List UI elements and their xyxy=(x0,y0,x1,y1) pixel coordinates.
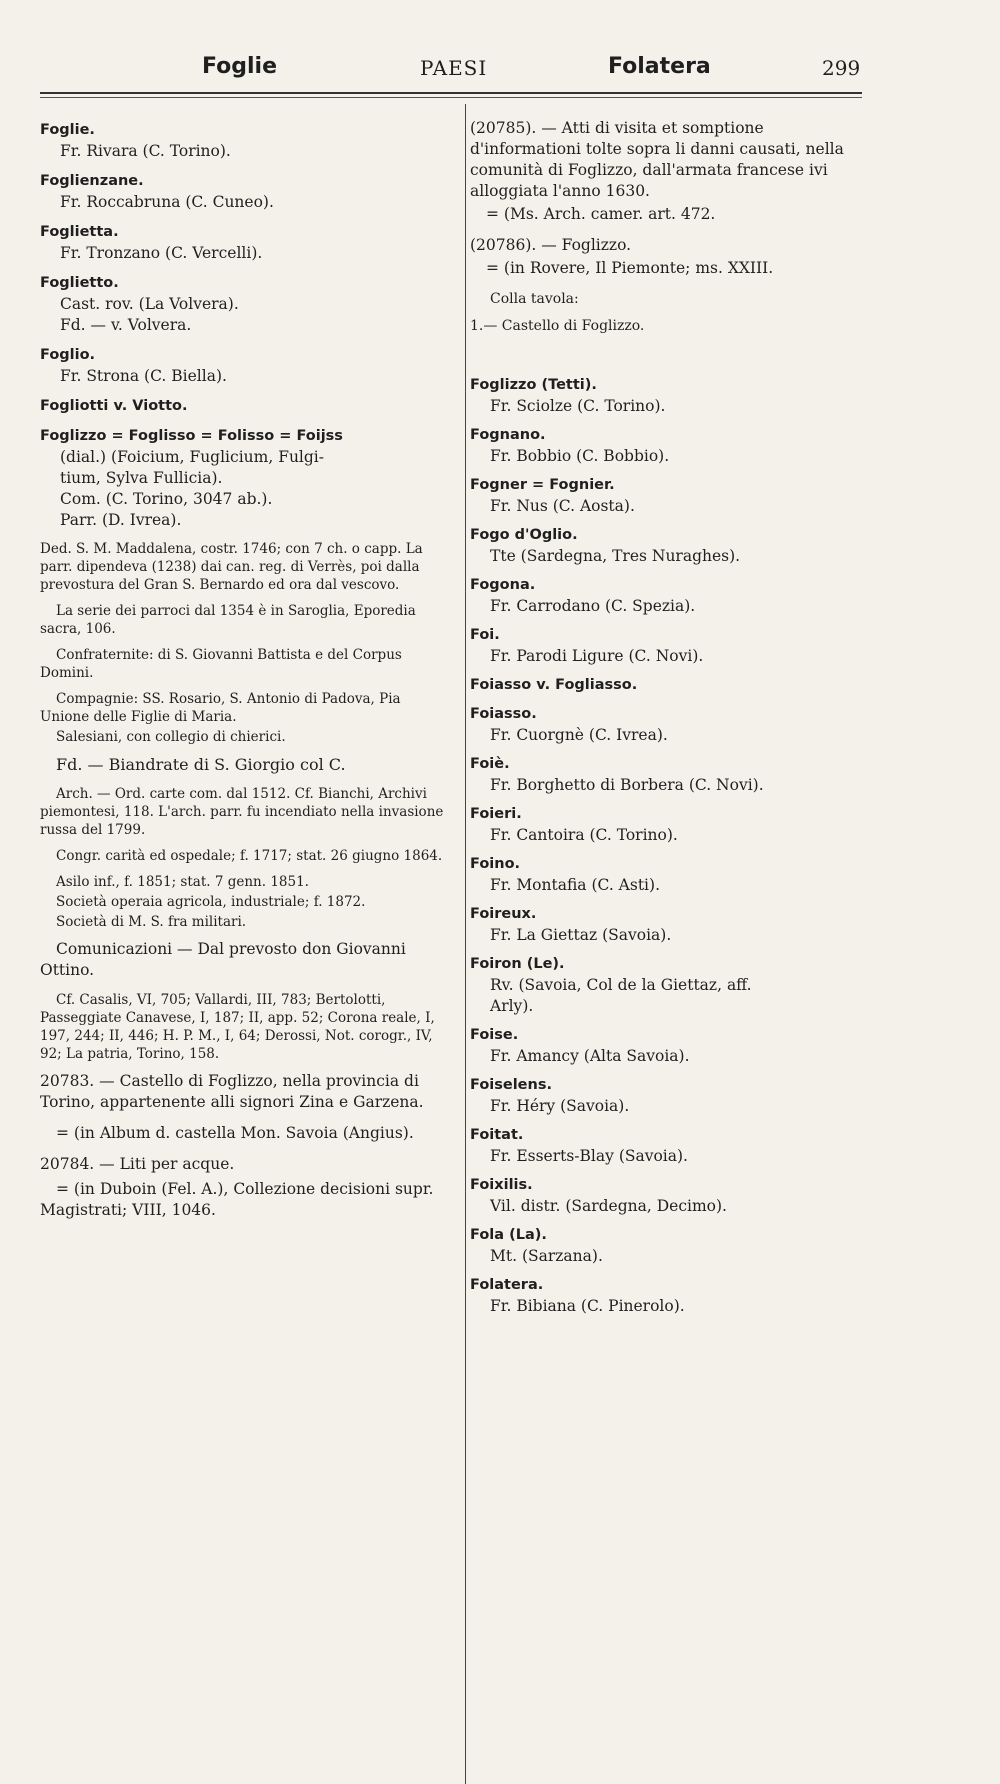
entry-headword: Foi. xyxy=(470,627,500,643)
record-20786-source: = (in Rovere, Il Piemonte; ms. XXIII. xyxy=(486,259,774,277)
entry-headword: Fogona. xyxy=(470,577,536,593)
header-section: PAESI xyxy=(420,56,488,80)
entry-line: Fr. Sciolze (C. Torino). xyxy=(490,397,666,415)
entry-line: Fr. Amancy (Alta Savoia). xyxy=(490,1047,690,1065)
gazetteer-entry xyxy=(470,1175,865,1217)
gazetteer-entry xyxy=(470,1025,865,1067)
gazetteer-entry xyxy=(470,1225,865,1267)
entry-line: Fd. — v. Volvera. xyxy=(60,316,192,334)
record-20783-source: = (in Album d. castella Mon. Savoia (Angius). xyxy=(56,1124,414,1142)
entry-line: tium, Sylva Fullicia). xyxy=(60,469,223,487)
entry-headword: Folatera. xyxy=(470,1277,544,1293)
paragraph-feudal: Fd. — Biandrate di S. Giorgio col C. xyxy=(56,755,346,774)
gazetteer-entry xyxy=(470,625,865,667)
entry-headword: Foino. xyxy=(470,856,521,872)
plates-label: Colla tavola: xyxy=(490,291,579,307)
gazetteer-entry xyxy=(470,1125,865,1167)
entry-headword: Fogner = Fognier. xyxy=(470,477,615,493)
gazetteer-entry xyxy=(470,854,865,896)
entry-headword: Foiè. xyxy=(470,756,510,772)
entry-headword: Foieri. xyxy=(470,806,522,822)
gazetteer-entry xyxy=(40,171,450,213)
entry-headword: Foiron (Le). xyxy=(470,956,565,972)
paragraph-asylum: Asilo inf., f. 1851; stat. 7 genn. 1851. xyxy=(56,874,309,890)
paragraph-confraternities: Confraternite: di S. Giovanni Battista e del Corpus Domini. xyxy=(40,647,402,681)
entry-line: Tte (Sardegna, Tres Nuraghes). xyxy=(490,547,741,565)
entry-headword: Foireux. xyxy=(470,906,537,922)
paragraph-companies: Compagnie: SS. Rosario, S. Antonio di Padova, Pia Unione delle Figlie di Maria. xyxy=(40,691,401,725)
entry-headword: Fogliotti v. Viotto. xyxy=(40,398,188,414)
gazetteer-entry xyxy=(40,222,450,264)
entry-headword: Foglienzane. xyxy=(40,173,144,189)
entry-line: Rv. (Savoia, Col de la Giettaz, aff. xyxy=(490,976,752,994)
gazetteer-entry xyxy=(40,273,450,336)
gazetteer-entry xyxy=(470,904,865,946)
entry-line: Vil. distr. (Sardegna, Decimo). xyxy=(490,1197,727,1215)
entry-line: Fr. Borghetto di Borbera (C. Novi). xyxy=(490,776,764,794)
entry-headword: Foiasso. xyxy=(470,706,537,722)
header-first-word: Foglie xyxy=(202,54,278,79)
entry-line: Mt. (Sarzana). xyxy=(490,1247,603,1265)
record-20785: (20785). — Atti di visita et somptione d'informationi tolte sopra li danni causati, nella comunità di Foglizzo, dall'armata francese ivi alloggiata l'anno 1630. xyxy=(470,119,844,200)
entry-headword: Foglietto. xyxy=(40,275,119,291)
record-20784-source: = (in Duboin (Fel. A.), Collezione decisioni supr. Magistrati; VIII, 1046. xyxy=(40,1180,434,1219)
column-divider xyxy=(465,104,466,1784)
header-rule xyxy=(40,92,862,94)
record-20785-source: = (Ms. Arch. camer. art. 472. xyxy=(486,205,716,223)
entry-headword: Foglizzo (Tetti). xyxy=(470,377,597,393)
header-rule-thin xyxy=(40,97,862,98)
entry-line: Fr. Bibiana (C. Pinerolo). xyxy=(490,1297,685,1315)
entry-headword: Foiselens. xyxy=(470,1077,552,1093)
entry-line: Fr. Héry (Savoia). xyxy=(490,1097,630,1115)
gazetteer-entry xyxy=(470,1275,865,1317)
gazetteer-entry xyxy=(470,475,865,517)
gazetteer-entry xyxy=(40,120,450,162)
gazetteer-entry xyxy=(470,754,865,796)
entry-line: Fr. Cuorgnè (C. Ivrea). xyxy=(490,726,668,744)
entry-line: Fr. Rivara (C. Torino). xyxy=(60,142,231,160)
entry-headword: Foiasso v. Fogliasso. xyxy=(470,677,638,693)
entry-line: Fr. Tronzano (C. Vercelli). xyxy=(60,244,263,262)
gazetteer-entry xyxy=(470,525,865,567)
gazetteer-entry xyxy=(470,575,865,617)
header-last-word: Folatera xyxy=(608,54,711,79)
entry-line: Parr. (D. Ivrea). xyxy=(60,511,182,529)
entry-line: Cast. rov. (La Volvera). xyxy=(60,295,239,313)
entry-line: (dial.) (Foicium, Fuglicium, Fulgi- xyxy=(60,448,324,466)
entry-headword: Foitat. xyxy=(470,1127,524,1143)
entry-line: Fr. Roccabruna (C. Cuneo). xyxy=(60,193,274,211)
entry-line: Arly). xyxy=(490,997,534,1015)
gazetteer-entry xyxy=(40,396,450,417)
gazetteer-entry xyxy=(470,1075,865,1117)
gazetteer-entry xyxy=(40,345,450,387)
entry-headword: Fola (La). xyxy=(470,1227,547,1243)
entry-line: Fr. La Giettaz (Savoia). xyxy=(490,926,672,944)
entry-headword: Foglio. xyxy=(40,347,96,363)
gazetteer-entry xyxy=(40,426,450,531)
entry-headword: Foixilis. xyxy=(470,1177,533,1193)
page-number: 299 xyxy=(822,56,861,80)
paragraph-references: Cf. Casalis, VI, 705; Vallardi, III, 783; Bertolotti, Passeggiate Canavese, I, 187; II, app. 52; Corona reale, I, 197, 244; II, 446; H. P. M., I, 64; Derossi, Not. corogr., IV, 92; La patria, Torino, 158. xyxy=(40,992,435,1062)
entry-line: Fr. Bobbio (C. Bobbio). xyxy=(490,447,670,465)
entry-line: Fr. Nus (C. Aosta). xyxy=(490,497,635,515)
entry-line: Fr. Carrodano (C. Spezia). xyxy=(490,597,696,615)
gazetteer-entry xyxy=(470,954,865,1017)
entry-line: Fr. Esserts-Blay (Savoia). xyxy=(490,1147,688,1165)
paragraph-salesians: Salesiani, con collegio di chierici. xyxy=(56,729,286,745)
record-20784: 20784. — Liti per acque. xyxy=(40,1155,235,1173)
paragraph-charity: Congr. carità ed ospedale; f. 1717; stat. 26 giugno 1864. xyxy=(56,848,443,864)
paragraph-parish-series: La serie dei parroci dal 1354 è in Saroglia, Eporedia sacra, 106. xyxy=(40,603,416,637)
paragraph-military-society: Società di M. S. fra militari. xyxy=(56,914,247,930)
gazetteer-entry xyxy=(470,675,865,696)
right-column xyxy=(470,118,865,1325)
running-header xyxy=(40,50,860,90)
record-20786: (20786). — Foglizzo. xyxy=(470,236,632,254)
gazetteer-entry xyxy=(470,804,865,846)
paragraph-archive: Arch. — Ord. carte com. dal 1512. Cf. Bianchi, Archivi piemontesi, 118. L'arch. parr. fu incendiato nella invasione russa del 1799. xyxy=(40,786,444,838)
entry-headword: Foglizzo = Foglisso = Folisso = Foijss xyxy=(40,428,343,444)
entry-headword: Fognano. xyxy=(470,427,546,443)
paragraph-communications: Comunicazioni — Dal prevosto don Giovanni Ottino. xyxy=(40,940,406,979)
entry-headword: Fogo d'Oglio. xyxy=(470,527,578,543)
gazetteer-entry xyxy=(470,704,865,746)
record-20783: 20783. — Castello di Foglizzo, nella provincia di Torino, appartenente alli signori Zina e Garzena. xyxy=(40,1072,424,1111)
entry-headword: Foglie. xyxy=(40,122,95,138)
paragraph-worker-society: Società operaia agricola, industriale; f. 1872. xyxy=(56,894,366,910)
entry-line: Fr. Strona (C. Biella). xyxy=(60,367,227,385)
gazetteer-entry xyxy=(470,375,865,417)
entry-headword: Foise. xyxy=(470,1027,519,1043)
entry-line: Fr. Montafia (C. Asti). xyxy=(490,876,660,894)
entry-headword: Foglietta. xyxy=(40,224,119,240)
entry-line: Fr. Parodi Ligure (C. Novi). xyxy=(490,647,704,665)
entry-line: Com. (C. Torino, 3047 ab.). xyxy=(60,490,273,508)
paragraph-dedication: Ded. S. M. Maddalena, costr. 1746; con 7 ch. o capp. La parr. dipendeva (1238) dai can. reg. di Verrès, poi dalla prevostura del Gran S. Bernardo ed ora dal vescovo. xyxy=(40,541,423,593)
entry-line: Fr. Cantoira (C. Torino). xyxy=(490,826,678,844)
gazetteer-entry xyxy=(470,425,865,467)
left-column xyxy=(40,120,450,1231)
plate-item: 1.— Castello di Foglizzo. xyxy=(470,318,645,334)
